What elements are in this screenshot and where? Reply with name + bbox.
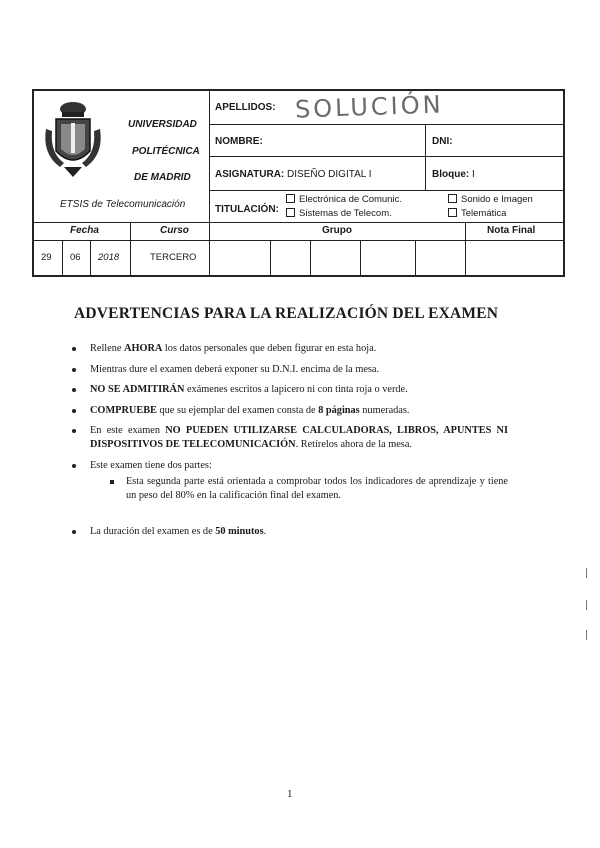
bullet-icon — [72, 409, 76, 413]
bloque-field — [432, 169, 475, 180]
bullet-icon — [72, 347, 76, 351]
apellidos-label: APELLIDOS: — [215, 102, 276, 113]
university-line3: DE MADRID — [134, 172, 191, 183]
checkbox-icon[interactable] — [286, 194, 295, 203]
list-item: COMPRUEBE que su ejemplar del examen consta de 8 páginas numeradas. — [68, 404, 508, 418]
fecha-header: Fecha — [70, 225, 99, 236]
university-line1: UNIVERSIDAD — [128, 119, 197, 130]
titulacion-option-electronica[interactable]: Electrónica de Comunic. — [286, 194, 402, 205]
scan-mark — [586, 630, 587, 640]
handwritten-apellidos: SOLUCIÓN — [294, 90, 444, 124]
asignatura-label: ASIGNATURA: — [215, 169, 285, 180]
bullet-icon — [72, 429, 76, 433]
curso-header: Curso — [160, 225, 189, 236]
asignatura-field — [215, 169, 372, 180]
page-title: ADVERTENCIAS PARA LA REALIZACIÓN DEL EXAMEN — [74, 305, 499, 322]
list-item: La duración del examen es de 50 minutos. — [68, 525, 508, 539]
nombre-label: NOMBRE: — [215, 136, 263, 147]
titulacion-option-sonido[interactable]: Sonido e Imagen — [448, 194, 533, 205]
curso-value: TERCERO — [150, 252, 197, 263]
fecha-month: 06 — [70, 252, 81, 263]
square-bullet-icon — [110, 480, 114, 484]
checkbox-icon[interactable] — [286, 208, 295, 217]
titulacion-label: TITULACIÓN: — [215, 204, 279, 215]
scan-mark — [586, 600, 587, 610]
university-line2: POLITÉCNICA — [132, 146, 200, 157]
dni-label: DNI: — [432, 136, 453, 147]
list-item: En este examen NO PUEDEN UTILIZARSE CALCULADORAS, LIBROS, APUNTES NI DISPOSITIVOS DE TELECOMUNICACIÓN. Retírelos ahora de la mesa. — [68, 424, 508, 452]
list-item: NO SE ADMITIRÁN exámenes escritos a lapicero ni con tinta roja o verde. — [68, 383, 508, 397]
school-name: ETSIS de Telecomunicación — [60, 199, 186, 210]
rules-list — [68, 342, 508, 546]
list-item: Rellene AHORA los datos personales que deben figurar en esta hoja. — [68, 342, 508, 356]
checkbox-icon[interactable] — [448, 208, 457, 217]
bullet-icon — [72, 388, 76, 392]
bullet-icon — [72, 368, 76, 372]
titulacion-option-sistemas[interactable]: Sistemas de Telecom. — [286, 208, 392, 219]
bullet-icon — [72, 464, 76, 468]
list-item: Mientras dure el examen deberá exponer su D.N.I. encima de la mesa. — [68, 363, 508, 377]
checkbox-icon[interactable] — [448, 194, 457, 203]
nota-final-header: Nota Final — [487, 225, 536, 236]
grupo-header: Grupo — [322, 225, 352, 236]
fecha-year: 2018 — [98, 252, 120, 263]
sub-list-item: Esta segunda parte está orientada a comprobar todos los indicadores de aprendizaje y tiene un peso del 80% en la calificación final del examen. — [68, 475, 508, 503]
fecha-day: 29 — [41, 252, 52, 263]
bloque-label: Bloque: — [432, 169, 470, 180]
page-number: 1 — [287, 788, 293, 800]
list-item: Este examen tiene dos partes: — [68, 459, 508, 473]
asignatura-value: DISEÑO DIGITAL I — [287, 169, 372, 180]
bloque-value: I — [472, 169, 475, 180]
bullet-icon — [72, 530, 76, 534]
university-crest-logo — [42, 99, 104, 183]
scan-mark — [586, 568, 587, 578]
titulacion-option-telematica[interactable]: Telemática — [448, 208, 506, 219]
